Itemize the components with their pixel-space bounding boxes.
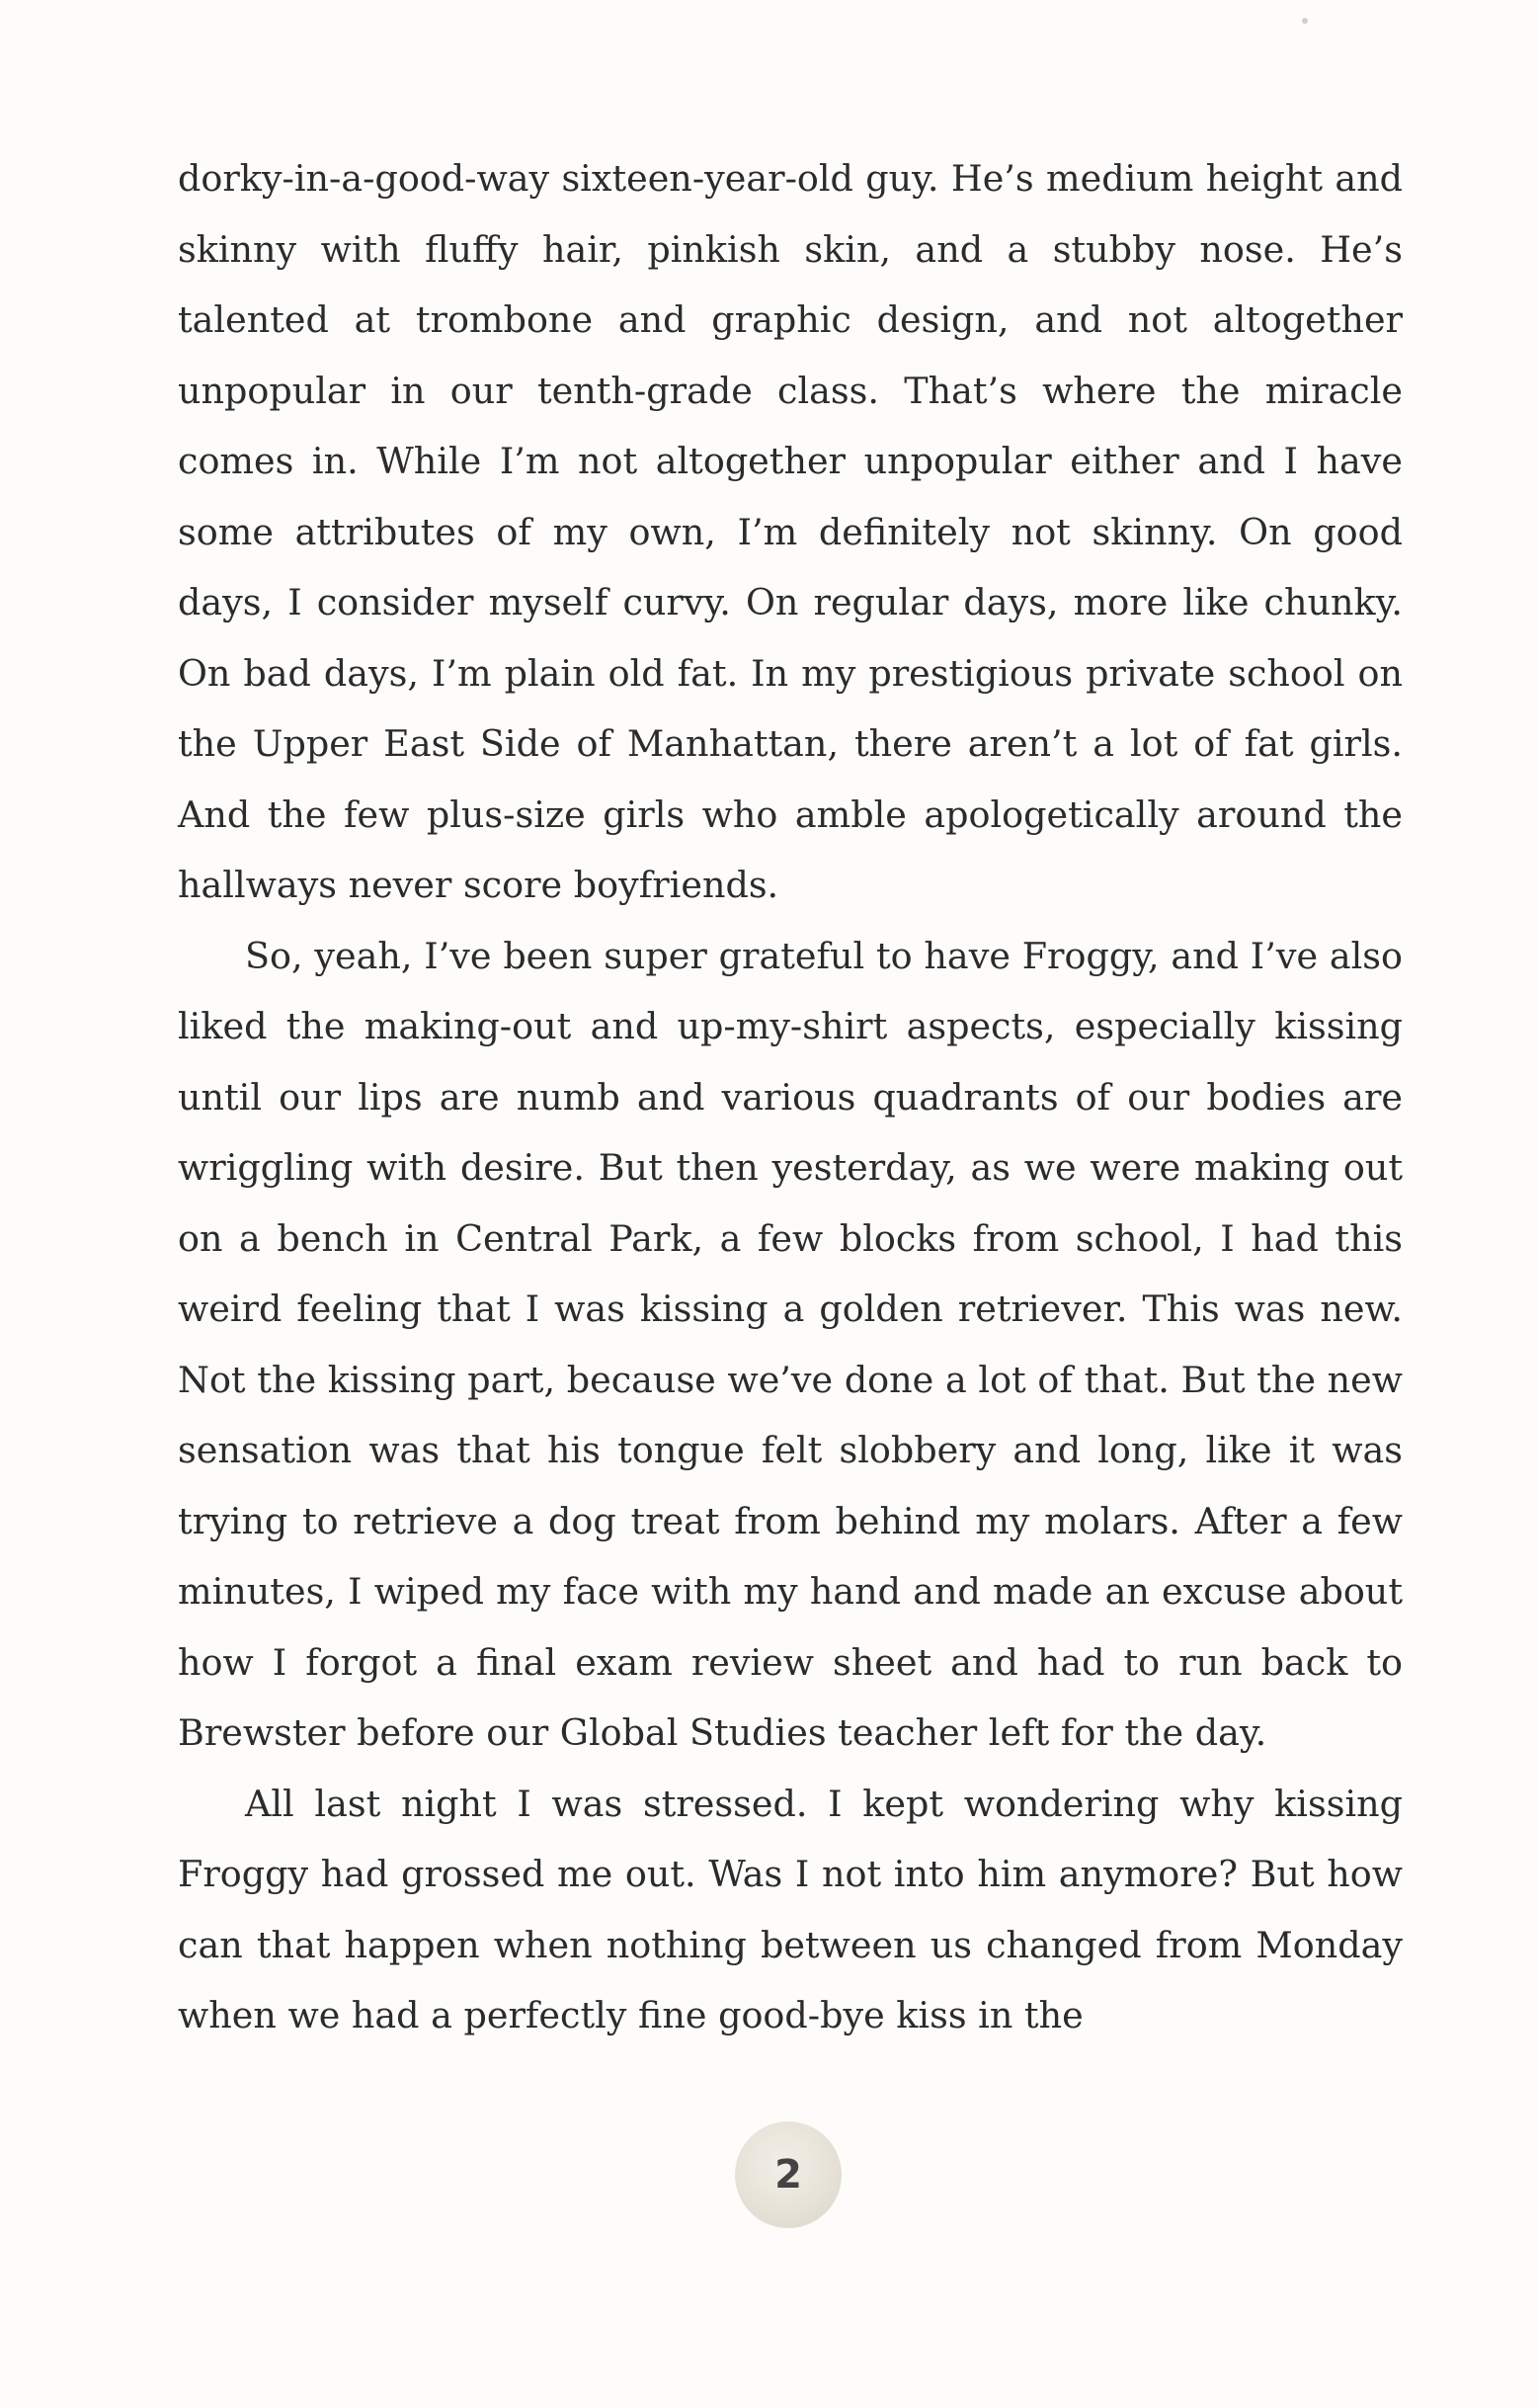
paragraph-3: All last night I was stressed. I kept wondering why kissing Froggy had grossed me out. Was I not into him anymore? But how can that happen when nothing between us changed from Monday when we had a perfectly fine good-bye kiss in the (178, 1782, 1403, 2036)
body-text (178, 143, 1403, 2051)
paragraph-2: So, yeah, I’ve been super grateful to have Froggy, and I’ve also liked the making-out and up-my-shirt aspects, especially kissing until our lips are numb and various quadrants of our bodies are wriggling with desire. But then yesterday, as we were making out on a bench in Central Park, a few blocks from school, I had this weird feeling that I was kissing a golden retriever. This was new. Not the kissing part, because we’ve done a lot of that. But the new sensation was that his tongue felt slobbery and long, like it was trying to retrieve a dog treat from behind my molars. After a few minutes, I wiped my face with my hand and made an excuse about how I forgot a final exam review sheet and had to run back to Brewster before our Global Studies teacher left for the day. (178, 934, 1403, 1754)
paper-speck (1302, 18, 1308, 24)
page-number-badge (735, 2121, 842, 2228)
paragraph-1: dorky-in-a-good-way sixteen-year-old guy. He’s medium height and skinny with fluffy hair, pinkish skin, and a stubby nose. He’s talented at trombone and graphic design, and not altogether unpopular in our tenth-grade class. That’s where the miracle comes in. While I’m not altogether unpopular either and I have some attributes of my own, I’m definitely not skinny. On good days, I consider myself curvy. On regular days, more like chunky. On bad days, I’m plain old fat. In my prestigious private school on the Upper East Side of Manhattan, there aren’t a lot of fat girls. And the few plus-size girls who amble apologetically around the hallways never score boyfriends. (178, 157, 1403, 906)
page-number: 2 (774, 2152, 802, 2198)
